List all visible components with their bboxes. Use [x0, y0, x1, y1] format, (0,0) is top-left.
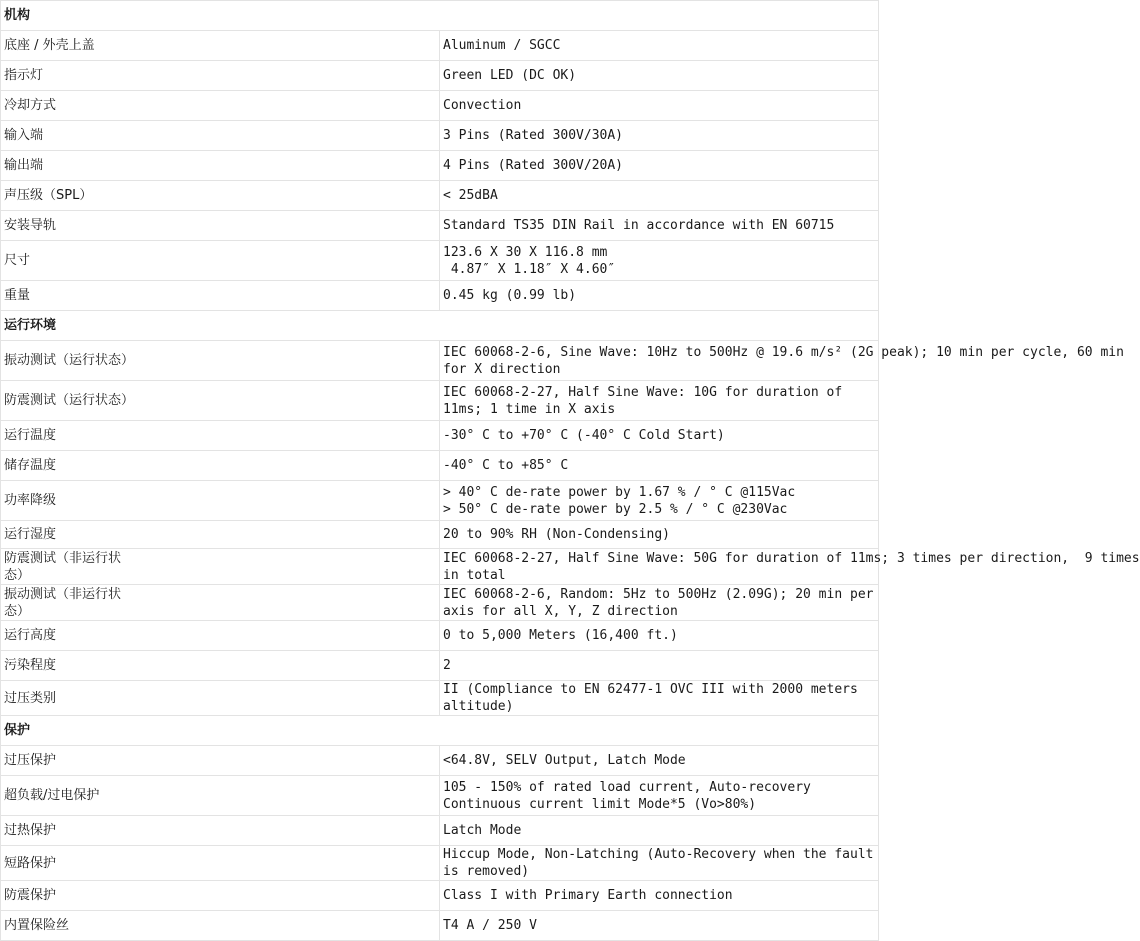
spec-label: 输出端 [1, 151, 440, 181]
spec-value: Hiccup Mode, Non-Latching (Auto-Recovery when the fault is removed) [440, 846, 879, 881]
spec-row [1, 281, 879, 311]
section-header-environment [1, 311, 879, 341]
spec-label: 输入端 [1, 121, 440, 151]
spec-value: 2 [440, 651, 879, 681]
spec-value-line: 4.87″ X 1.18″ X 4.60″ [443, 261, 616, 277]
spec-label-line: 态） [4, 603, 31, 619]
spec-value: 4 Pins (Rated 300V/20A) [440, 151, 879, 181]
spec-row [1, 31, 879, 61]
spec-value: < 25dBA [440, 181, 879, 211]
spec-row [1, 91, 879, 121]
spec-label: 尺寸 [1, 241, 440, 281]
spec-label: 储存温度 [1, 451, 440, 481]
spec-label: 功率降级 [1, 481, 440, 521]
spec-row [1, 816, 879, 846]
spec-label-line: 态） [4, 567, 31, 583]
spec-row [1, 61, 879, 91]
spec-row [1, 585, 879, 621]
section-title: 运行环境 [1, 311, 879, 341]
spec-label: 过压保护 [1, 746, 440, 776]
spec-label: 防震保护 [1, 881, 440, 911]
spec-value [440, 549, 1140, 585]
spec-value: 0.45 kg (0.99 lb) [440, 281, 879, 311]
spec-label: 污染程度 [1, 651, 440, 681]
spec-label: 冷却方式 [1, 91, 440, 121]
spec-value-line: 105 - 150% of rated load current, Auto-recovery [443, 779, 811, 795]
spec-row [1, 421, 879, 451]
section-title: 机构 [1, 1, 879, 31]
spec-value-line: in total [443, 567, 506, 583]
spec-value: Aluminum / SGCC [440, 31, 879, 61]
spec-value: Class I with Primary Earth connection [440, 881, 879, 911]
spec-value: Standard TS35 DIN Rail in accordance with EN 60715 [440, 211, 879, 241]
spec-row [1, 911, 879, 941]
spec-label: 底座 / 外壳上盖 [1, 31, 440, 61]
spec-row [1, 181, 879, 211]
spec-label: 重量 [1, 281, 440, 311]
spec-value-line: IEC 60068-2-27, Half Sine Wave: 50G for duration of 11ms; 3 times per direction, 9 times [443, 550, 1140, 566]
spec-row [1, 881, 879, 911]
section-header-protection [1, 716, 879, 746]
spec-value: Convection [440, 91, 879, 121]
spec-value: -40° C to +85° C [440, 451, 879, 481]
spec-value: IEC 60068-2-6, Random: 5Hz to 500Hz (2.09G); 20 min per axis for all X, Y, Z direction [440, 585, 879, 621]
spec-value: Latch Mode [440, 816, 879, 846]
spec-label-line: 防震测试（非运行状 [4, 550, 122, 566]
spec-value: 3 Pins (Rated 300V/30A) [440, 121, 879, 151]
spec-value: T4 A / 250 V [440, 911, 879, 941]
spec-row [1, 746, 879, 776]
spec-label [1, 585, 440, 621]
spec-row [1, 241, 879, 281]
spec-label: 运行高度 [1, 621, 440, 651]
spec-value-line: for X direction [443, 361, 561, 377]
spec-label: 超负载/过电保护 [1, 776, 440, 816]
spec-value [440, 341, 1124, 381]
spec-label: 指示灯 [1, 61, 440, 91]
spec-value [440, 241, 879, 281]
spec-value-line: IEC 60068-2-6, Sine Wave: 10Hz to 500Hz @ 19.6 m/s² (2G peak); 10 min per cycle, 60 min [443, 344, 1124, 360]
spec-value-line: 123.6 X 30 X 116.8 mm [443, 244, 608, 260]
spec-value-line: Continuous current limit Mode*5 (Vo>80%) [443, 796, 757, 812]
spec-label: 声压级（SPL） [1, 181, 440, 211]
spec-value: <64.8V, SELV Output, Latch Mode [440, 746, 879, 776]
spec-label: 运行湿度 [1, 521, 440, 549]
spec-row [1, 151, 879, 181]
spec-row [1, 521, 879, 549]
spec-row [1, 381, 879, 421]
spec-value [440, 481, 879, 521]
section-header-structure [1, 1, 879, 31]
spec-value-line: > 50° C de-rate power by 2.5 % / ° C @230Vac [443, 501, 788, 517]
spec-label: 安装导轨 [1, 211, 440, 241]
spec-row [1, 341, 879, 381]
spec-value: Green LED (DC OK) [440, 61, 879, 91]
spec-label: 防震测试（运行状态） [1, 381, 440, 421]
spec-row [1, 651, 879, 681]
section-title: 保护 [1, 716, 879, 746]
spec-value: IEC 60068-2-27, Half Sine Wave: 10G for duration of 11ms; 1 time in X axis [440, 381, 879, 421]
spec-label: 过热保护 [1, 816, 440, 846]
spec-row [1, 549, 879, 585]
spec-value: -30° C to +70° C (-40° C Cold Start) [440, 421, 879, 451]
spec-label: 运行温度 [1, 421, 440, 451]
spec-row [1, 481, 879, 521]
spec-label [1, 549, 440, 585]
spec-value [440, 776, 879, 816]
spec-row [1, 776, 879, 816]
spec-value: 20 to 90% RH (Non-Condensing) [440, 521, 879, 549]
spec-row [1, 681, 879, 716]
spec-row [1, 621, 879, 651]
spec-label: 短路保护 [1, 846, 440, 881]
spec-label: 振动测试（运行状态） [1, 341, 440, 381]
spec-value: 0 to 5,000 Meters (16,400 ft.) [440, 621, 879, 651]
spec-row [1, 846, 879, 881]
spec-row [1, 451, 879, 481]
spec-row [1, 121, 879, 151]
spec-value: II (Compliance to EN 62477-1 OVC III with 2000 meters altitude) [440, 681, 879, 716]
spec-label: 过压类别 [1, 681, 440, 716]
spec-label: 内置保险丝 [1, 911, 440, 941]
spec-value-line: > 40° C de-rate power by 1.67 % / ° C @115Vac [443, 484, 796, 500]
spec-row [1, 211, 879, 241]
spec-label-line: 振动测试（非运行状 [4, 586, 122, 602]
